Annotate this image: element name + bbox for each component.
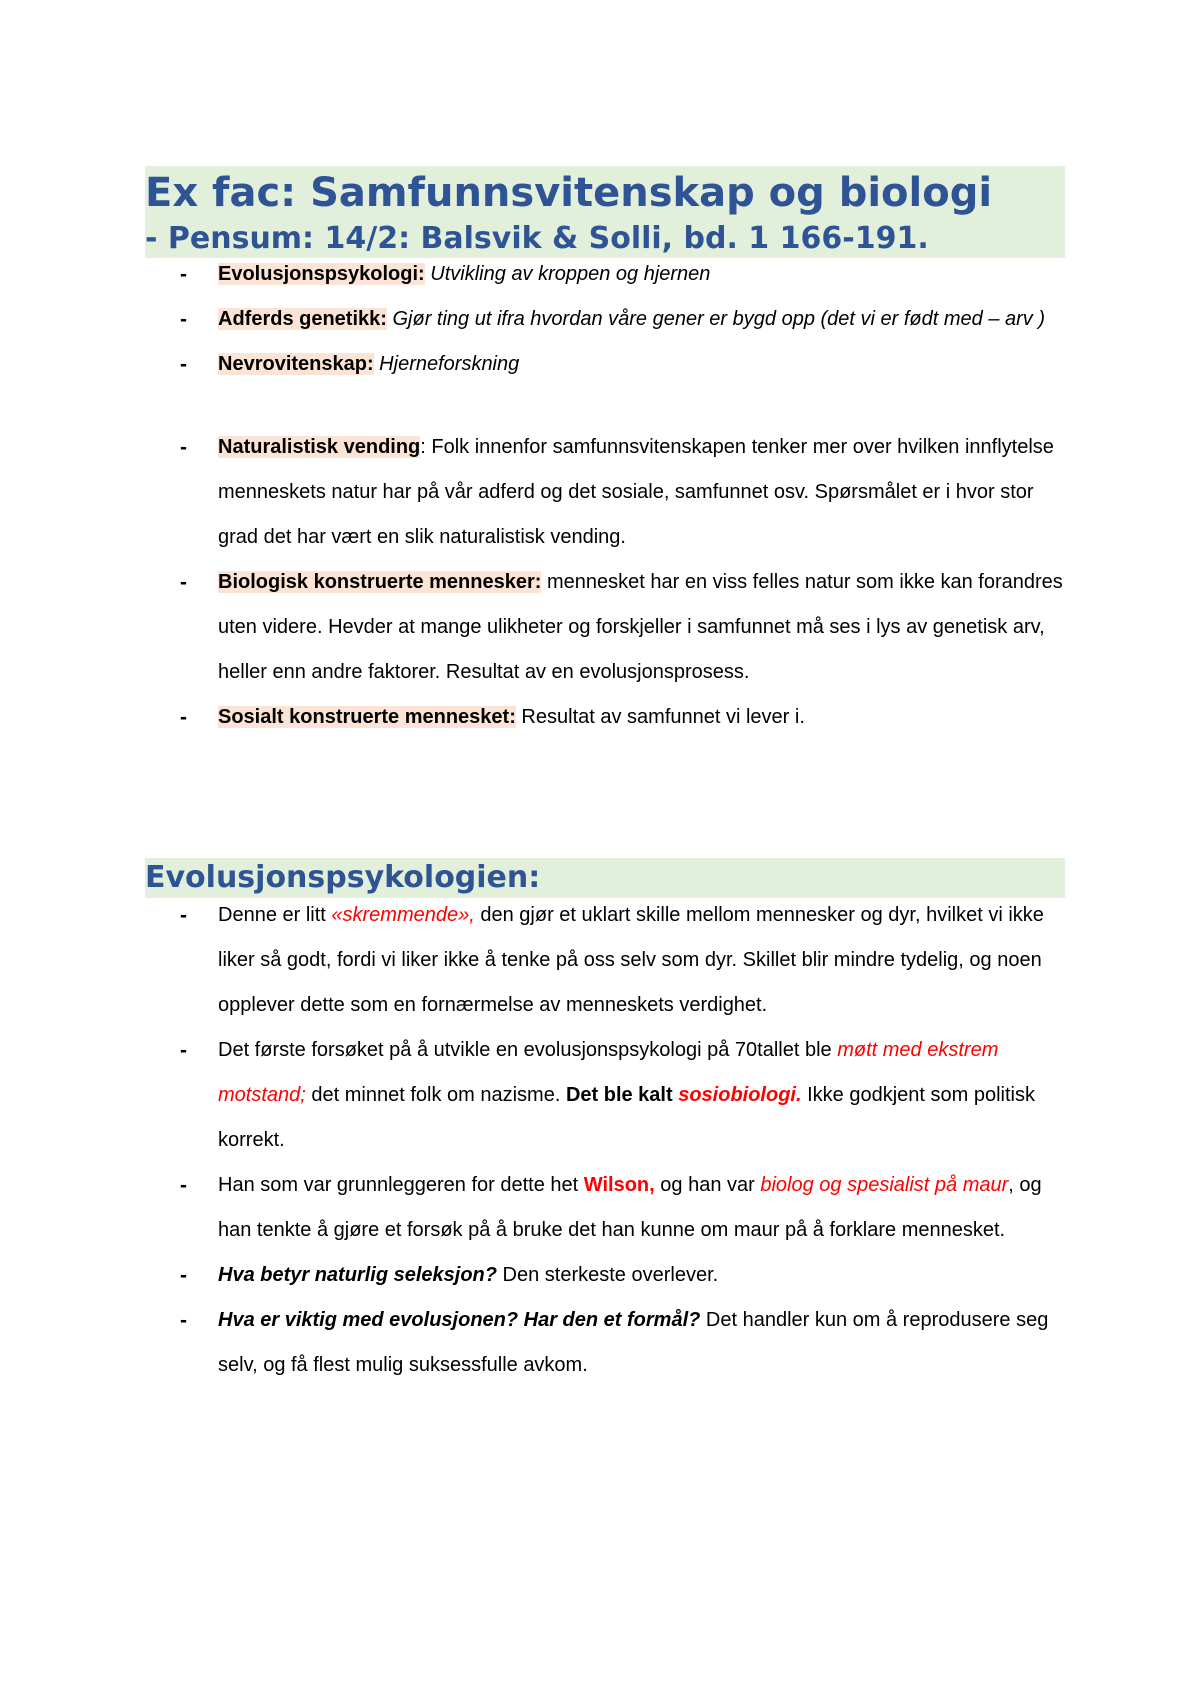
list-item: - Han som var grunnleggeren for dette het Wilson, og han var biolog og spesialist på maur, og han tenkte å gjøre et forsøk på å bruke det han kunne om maur på å forklare mennesket. bbox=[180, 1174, 1042, 1241]
item-text: mennesket har en viss felles natur som ikke kan forandres uten videre. Hevder at mange ulikheter og forskjeller i samfunnet må ses i lys av genetisk arv, heller enn andre faktorer. Resultat av en evolusjonsprosess. bbox=[218, 571, 1063, 683]
item-text: Han som var grunnleggeren for dette het bbox=[218, 1174, 584, 1196]
list-item: - Sosialt konstruerte mennesket: Resultat av samfunnet vi lever i. bbox=[180, 706, 805, 729]
list-item: - Evolusjonspsykologi: Utvikling av kroppen og hjernen bbox=[180, 263, 711, 286]
term-label: Biologisk konstruerte mennesker: bbox=[218, 571, 542, 593]
item-text: Utvikling av kroppen og hjernen bbox=[424, 263, 711, 285]
item-text: Det handler kun om å reprodusere seg selv, og få flest mulig suksessfulle avkom. bbox=[218, 1309, 1049, 1376]
spacer bbox=[0, 387, 1068, 425]
highlight-text: sosiobiologi. bbox=[678, 1084, 802, 1106]
item-text: den gjør et uklart skille mellom mennesker og dyr, hvilket vi ikke liker så godt, fordi vi liker ikke å tenke på oss selv som dyr. Skillet blir mindre tydelig, og noen opplever dette som en fornærmelse av menneskets verdighet. bbox=[218, 904, 1044, 1016]
term-label: Evolusjonspsykologi: bbox=[218, 263, 425, 285]
page-title: Ex fac: Samfunnsvitenskap og biologi bbox=[145, 170, 993, 216]
list-item: - Hva betyr naturlig seleksjon? Den sterkeste overlever. bbox=[180, 1264, 719, 1287]
page-subtitle: - Pensum: 14/2: Balsvik & Solli, bd. 1 166-191. bbox=[145, 221, 929, 256]
term-label: Sosialt konstruerte mennesket: bbox=[218, 706, 516, 728]
item-text: Resultat av samfunnet vi lever i. bbox=[515, 706, 805, 728]
question-text: Hva er viktig med evolusjonen? Har den et formål? bbox=[218, 1309, 701, 1331]
item-text: og han var bbox=[654, 1174, 761, 1196]
term-label: Adferds genetikk: bbox=[218, 308, 387, 330]
item-text: Det første forsøket på å utvikle en evolusjonspsykologi på 70tallet ble bbox=[218, 1039, 838, 1061]
list-item: - Biologisk konstruerte mennesker: mennesket har en viss felles natur som ikke kan forandres uten videre. Hevder at mange ulikheter og forskjeller i samfunnet må ses i lys av genetisk arv, heller enn andre faktorer. Resultat av en evolusjonsprosess. bbox=[180, 571, 1063, 683]
section2-list bbox=[0, 893, 1068, 1388]
item-text: Ikke godkjent som politisk korrekt. bbox=[218, 1084, 1035, 1151]
item-text: Den sterkeste overlever. bbox=[496, 1264, 719, 1286]
list-item: - Naturalistisk vending: Folk innenfor samfunnsvitenskapen tenker mer over hvilken innflytelse menneskets natur har på vår adferd og det sosiale, samfunnet osv. Spørsmålet er i hvor stor grad det har vært en slik naturalistisk vending. bbox=[180, 436, 1054, 548]
highlight-text: Wilson, bbox=[583, 1174, 655, 1196]
title-block bbox=[145, 166, 1065, 258]
item-text: , og han tenkte å gjøre et forsøk på å bruke det han kunne om maur på å forklare mennesket. bbox=[218, 1174, 1042, 1241]
list-item: - Det første forsøket på å utvikle en evolusjonspsykologi på 70tallet ble møtt med ekstrem motstand; det minnet folk om nazisme. Det ble kalt sosiobiologi. Ikke godkjent som politisk korrekt. bbox=[180, 1039, 1035, 1151]
list-item: - Nevrovitenskap: Hjerneforskning bbox=[180, 353, 520, 376]
term-label: Naturalistisk vending bbox=[218, 436, 421, 458]
list-item: - Hva er viktig med evolusjonen? Har den et formål? Det handler kun om å reprodusere seg selv, og få flest mulig suksessfulle avkom. bbox=[180, 1309, 1049, 1376]
item-text: Gjør ting ut ifra hvordan våre gener er bygd opp (det vi er født med – arv ) bbox=[386, 308, 1046, 330]
list-item: - Denne er litt «skremmende», den gjør et uklart skille mellom mennesker og dyr, hvilket vi ikke liker så godt, fordi vi liker ikke å tenke på oss selv som dyr. Skillet blir mindre tydelig, og noen opplever dette som en fornærmelse av menneskets verdighet. bbox=[180, 904, 1044, 1016]
item-text: det minnet folk om nazisme. bbox=[305, 1084, 566, 1106]
highlight-text: biolog og spesialist på maur bbox=[760, 1174, 1009, 1196]
highlight-text: «skremmende», bbox=[331, 904, 475, 926]
highlight-text: møtt med ekstrem motstand; bbox=[218, 1039, 999, 1106]
item-text: : Folk innenfor samfunnsvitenskapen tenker mer over hvilken innflytelse menneskets natur har på vår adferd og det sosiale, samfunnet osv. Spørsmålet er i hvor stor grad det har vært en slik naturalistisk vending. bbox=[218, 436, 1054, 548]
section-heading: Evolusjonspsykologien: bbox=[145, 858, 1065, 898]
bold-text: Det ble kalt bbox=[565, 1084, 679, 1106]
item-text: Hjerneforskning bbox=[373, 353, 520, 375]
question-text: Hva betyr naturlig seleksjon? bbox=[218, 1264, 497, 1286]
item-text: Denne er litt bbox=[218, 904, 332, 926]
list-item: - Adferds genetikk: Gjør ting ut ifra hvordan våre gener er bygd opp (det vi er født med – arv ) bbox=[180, 308, 1046, 331]
term-label: Nevrovitenskap: bbox=[218, 353, 374, 375]
section1-list bbox=[0, 252, 1068, 740]
